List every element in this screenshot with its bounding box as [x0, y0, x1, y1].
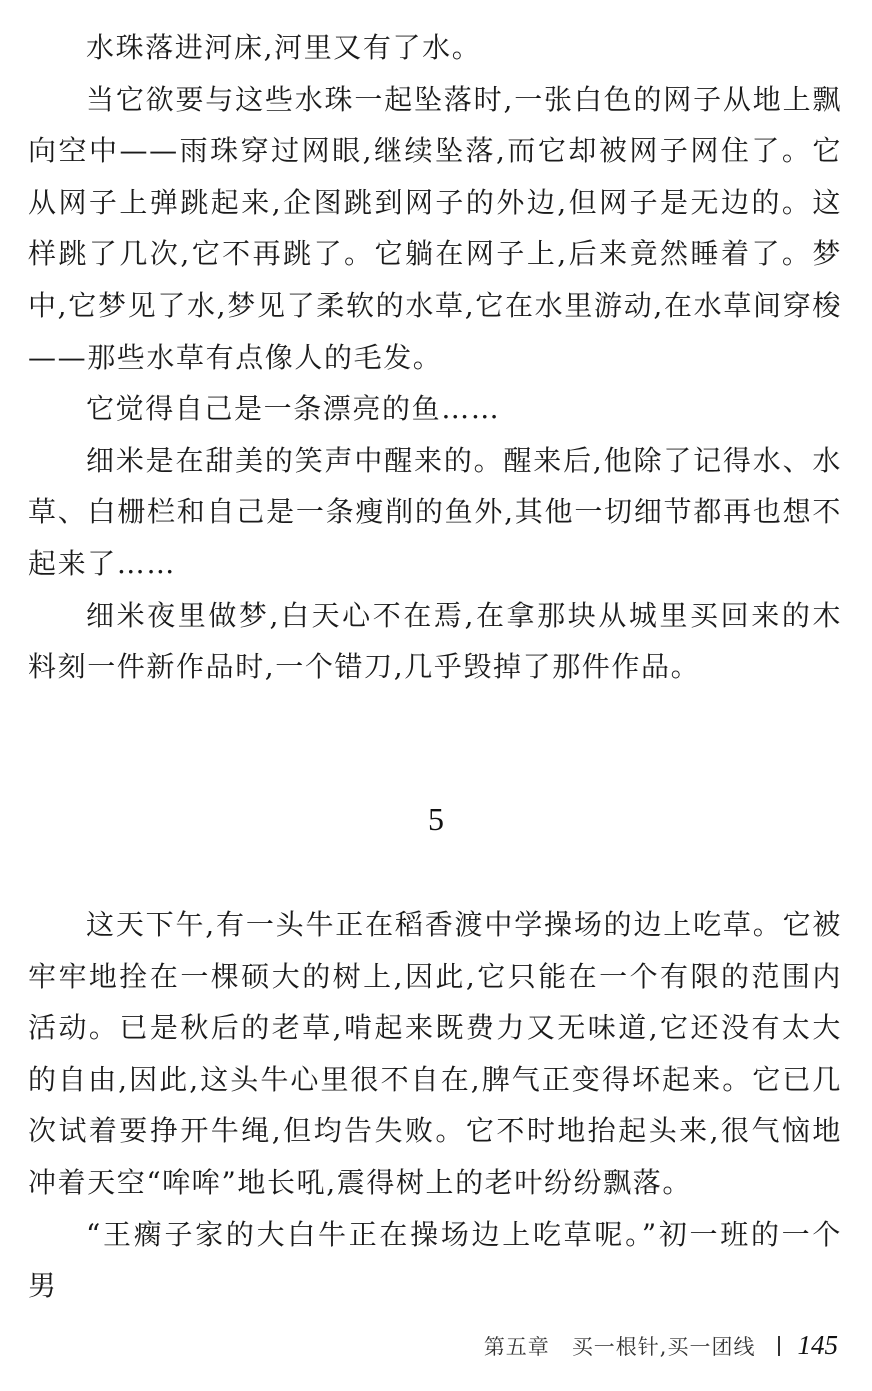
section-2-body [28, 899, 842, 1312]
paragraph: 当它欲要与这些水珠一起坠落时,一张白色的网子从地上飘向空中——雨珠穿过网眼,继续坠落,而它却被网子网住了。它从网子上弹跳起来,企图跳到网子的外边,但网子是无边的。这样跳了几次,它不再跳了。它躺在网子上,后来竟然睡着了。梦中,它梦见了水,梦见了柔软的水草,它在水里游动,在水草间穿梭——那些水草有点像人的毛发。 [28, 82, 842, 374]
paragraph: “王瘸子家的大白牛正在操场边上吃草呢。”初一班的一个男 [28, 1217, 842, 1303]
section-1-body [28, 22, 842, 693]
section-number: 5 [428, 801, 444, 837]
chapter-title: 买一根针,买一团线 [571, 1334, 756, 1359]
paragraph: 水珠落进河床,河里又有了水。 [86, 31, 482, 64]
paragraph: 细米是在甜美的笑声中醒来的。醒来后,他除了记得水、水草、白栅栏和自己是一条瘦削的鱼外,其他一切细节都再也想不起来了…… [28, 443, 842, 580]
page-footer [484, 1330, 838, 1361]
paragraph: 这天下午,有一头牛正在稻香渡中学操场的边上吃草。它被牢牢地拴在一棵硕大的树上,因此,它只能在一个有限的范围内活动。已是秋后的老草,啃起来既费力又无味道,它还没有太大的自由,因此,这头牛心里很不自在,脾气正变得坏起来。它已几次试着要挣开牛绳,但均告失败。它不时地抬起头来,很气恼地冲着天空“哞哞”地长吼,震得树上的老叶纷纷飘落。 [28, 908, 842, 1199]
footer-divider [778, 1336, 780, 1356]
paragraph: 它觉得自己是一条漂亮的鱼…… [86, 392, 501, 426]
chapter-label: 第五章 [483, 1334, 550, 1359]
page-number: 145 [797, 1330, 838, 1360]
paragraph: 细米夜里做梦,白天心不在焉,在拿那块从城里买回来的木料刻一件新作品时,一个错刀,几乎毁掉了那件作品。 [28, 598, 842, 684]
